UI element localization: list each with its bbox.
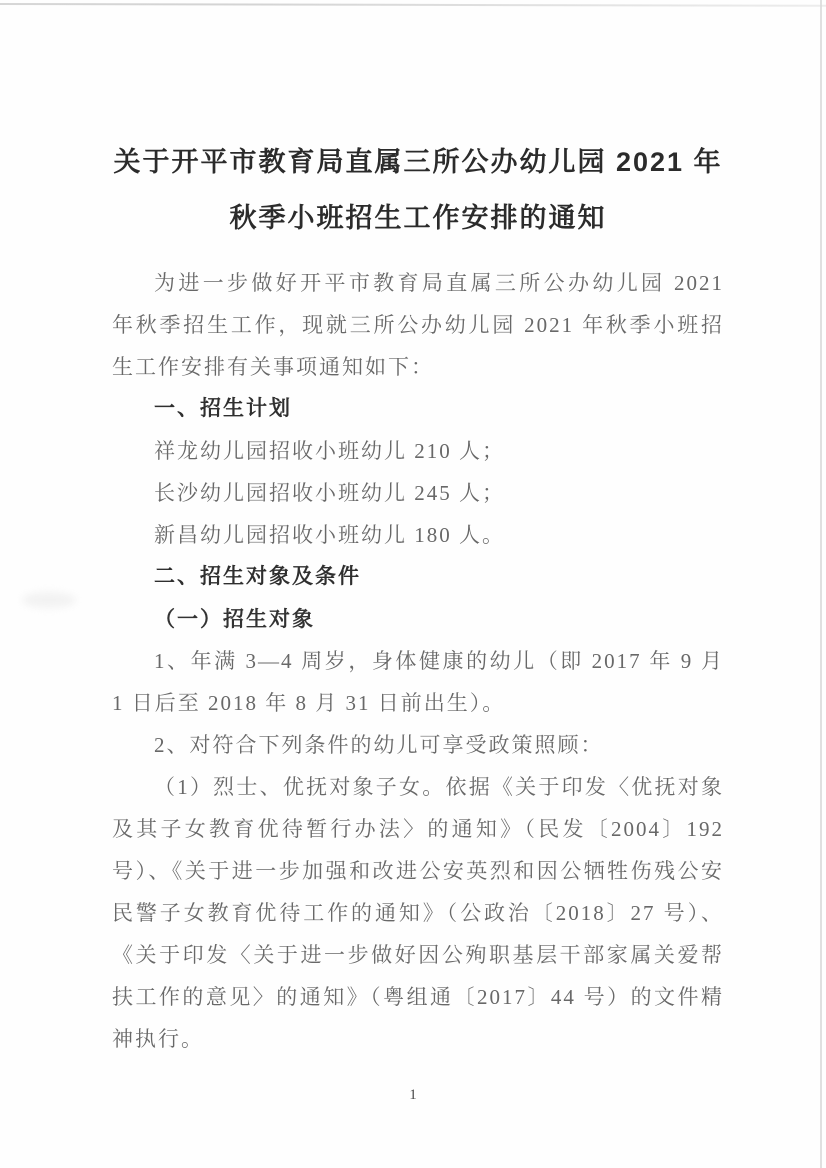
section1-heading: 一、招生计划	[154, 397, 292, 420]
page-number: 1	[409, 1087, 417, 1103]
document-title-line2: 秋季小班招生工作安排的通知	[229, 203, 607, 233]
plan-item-changsha: 长沙幼儿园招收小班幼儿 245 人；	[154, 481, 505, 505]
eligibility-item-1: 1、年满 3—4 周岁，身体健康的幼儿（即 2017 年 9 月 1 日后至 2018 年 8 月 31 日前出生）。	[112, 649, 724, 715]
section2-heading: 二、招生对象及条件	[154, 565, 361, 588]
eligibility-item-2: 2、对符合下列条件的幼儿可享受政策照顾：	[154, 733, 604, 757]
document-title-line1: 关于开平市教育局直属三所公办幼儿园 2021 年	[113, 147, 723, 177]
scan-edge-right-artifact	[820, 0, 822, 1168]
scan-smudge-artifact	[22, 592, 76, 608]
document-body	[112, 134, 724, 1060]
plan-item-xinchang: 新昌幼儿园招收小班幼儿 180 人。	[154, 523, 505, 547]
document-title	[112, 134, 724, 246]
section2-sub1-heading: （一）招生对象	[154, 607, 315, 631]
intro-paragraph: 为进一步做好开平市教育局直属三所公办幼儿园 2021 年秋季招生工作，现就三所公办幼儿园 2021 年秋季小班招生工作安排有关事项通知如下：	[112, 271, 724, 379]
policy-care-item-1: （1）烈士、优抚对象子女。依据《关于印发〈优抚对象及其子女教育优待暂行办法〉的通知》（民发〔2004〕192 号）、《关于进一步加强和改进公安英烈和因公牺牲伤残公安民警子女教育优待工作的通知》（公政治〔2018〕27 号）、《关于印发〈关于进一步做好因公殉职基层干部家属关爱帮扶工作的意见〉的通知》（粤组通〔2017〕44 号）的文件精神执行。	[112, 775, 724, 1051]
scan-edge-top-artifact	[0, 3, 826, 7]
plan-item-xianglong: 祥龙幼儿园招收小班幼儿 210 人；	[154, 439, 505, 463]
